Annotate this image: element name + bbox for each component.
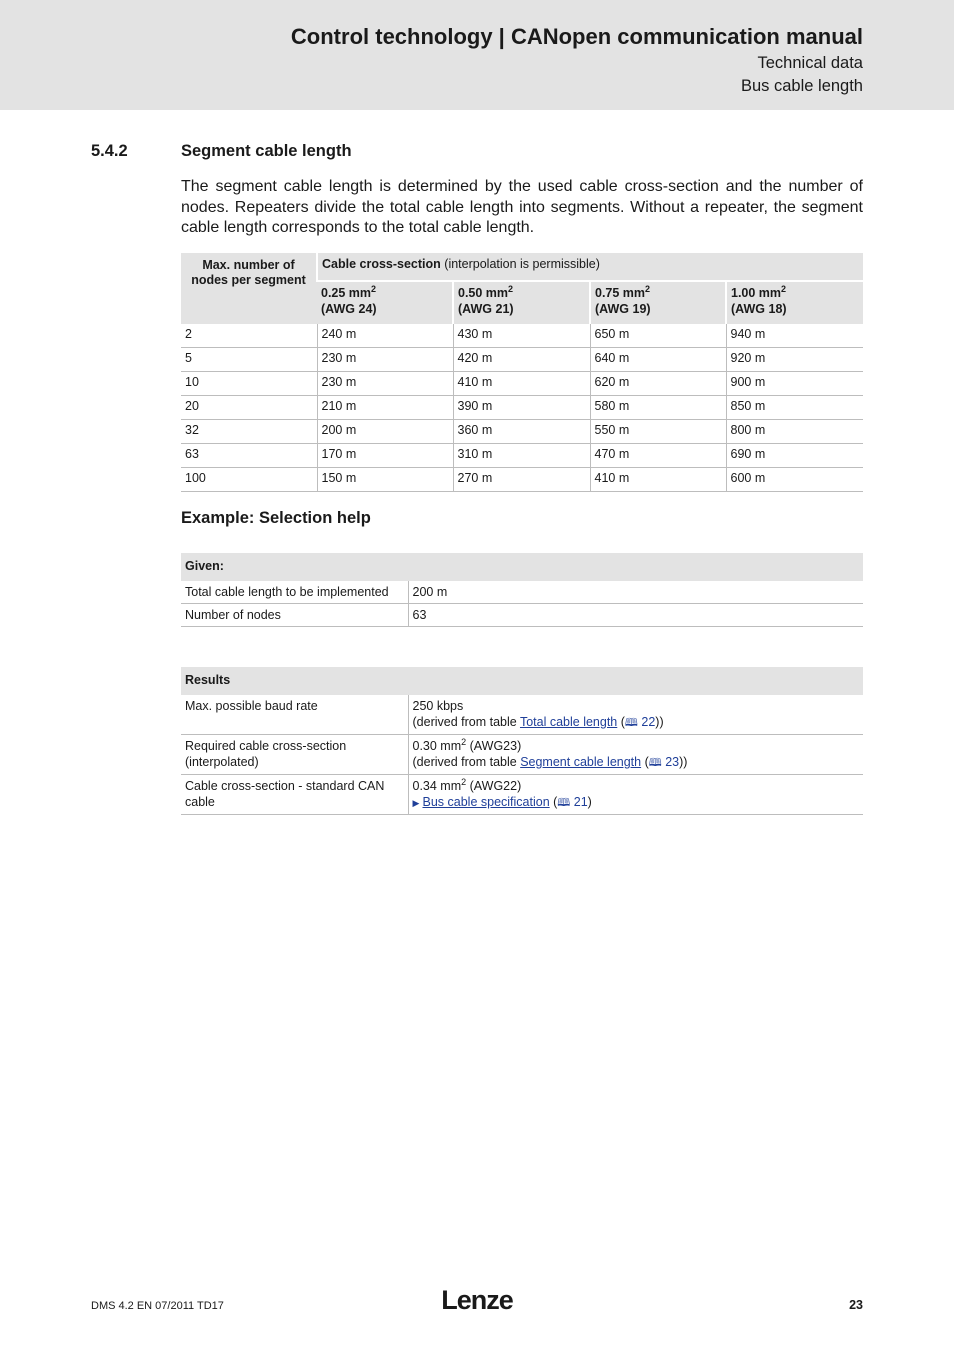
length-cell: 210 m <box>317 396 453 420</box>
example-title: Example: Selection help <box>181 509 371 527</box>
table-row <box>181 324 863 348</box>
given-label: Number of nodes <box>181 604 408 627</box>
cross-section-header-bold: Cable cross-section <box>322 257 441 271</box>
length-cell: 920 m <box>726 348 863 372</box>
derived-note: (derived from table <box>412 715 520 729</box>
table-row <box>181 581 863 604</box>
nodes-cell: 100 <box>181 468 317 492</box>
nodes-cell: 32 <box>181 420 317 444</box>
awg-label: (AWG 21) <box>458 302 514 316</box>
paren: ( <box>617 715 625 729</box>
length-cell: 410 m <box>453 372 590 396</box>
nodes-header: Max. number of nodes per segment <box>181 253 317 324</box>
given-header: Given: <box>181 553 863 581</box>
length-cell: 800 m <box>726 420 863 444</box>
section-title: Segment cable length <box>181 142 352 160</box>
book-icon: 🕮 <box>557 797 571 809</box>
triangle-right-icon: ▶ <box>412 798 420 808</box>
size-label: 1.00 mm <box>731 286 782 300</box>
cross-section-column-header <box>726 281 863 324</box>
page-ref-link[interactable]: 21 <box>570 795 588 809</box>
length-cell: 310 m <box>453 444 590 468</box>
page-number: 23 <box>849 1298 863 1312</box>
awg-label: (AWG 19) <box>595 302 651 316</box>
length-cell: 580 m <box>590 396 726 420</box>
paren: )) <box>679 755 688 769</box>
segment-cable-length-link[interactable]: Segment cable length <box>520 755 642 769</box>
table-row <box>181 348 863 372</box>
results-header: Results <box>181 667 863 695</box>
document-id: DMS 4.2 EN 07/2011 TD17 <box>91 1300 224 1312</box>
cross-section-column-header <box>453 281 590 324</box>
result-value <box>408 735 863 775</box>
manual-title: Control technology | CANopen communication manual <box>290 24 863 49</box>
result-value <box>408 775 863 815</box>
cross-section-column-header <box>590 281 726 324</box>
standard-cross-section-value: 0.34 mm <box>412 779 462 793</box>
paren: ( <box>641 755 649 769</box>
superscript: 2 <box>461 776 467 787</box>
table-row <box>181 444 863 468</box>
paren: ) <box>587 795 592 809</box>
length-cell: 390 m <box>453 396 590 420</box>
length-cell: 410 m <box>590 468 726 492</box>
table-row <box>181 735 863 775</box>
intro-paragraph: The segment cable length is determined by the used cable cross-section and the number of nodes. Repeaters divide the total cable length into segments. Without a repeater, the segment cable length corresponds to the total cable length. <box>181 178 863 237</box>
length-cell: 900 m <box>726 372 863 396</box>
length-cell: 650 m <box>590 324 726 348</box>
awg-value: (AWG22) <box>466 779 522 793</box>
nodes-cell: 63 <box>181 444 317 468</box>
result-value <box>408 695 863 735</box>
results-table <box>181 667 863 815</box>
nodes-cell: 2 <box>181 324 317 348</box>
length-cell: 230 m <box>317 372 453 396</box>
cross-section-header-note: (interpolation is permissible) <box>444 257 600 271</box>
awg-label: (AWG 24) <box>321 302 377 316</box>
cross-section-header <box>317 253 863 281</box>
cross-section-value: 0.30 mm <box>412 739 462 753</box>
table-row <box>181 372 863 396</box>
baud-rate-value: 250 kbps <box>412 699 464 713</box>
chapter-title: Technical data <box>757 54 863 72</box>
lenze-logo <box>436 1283 518 1317</box>
given-table <box>181 553 863 627</box>
nodes-cell: 10 <box>181 372 317 396</box>
superscript: 2 <box>508 283 514 294</box>
superscript: 2 <box>461 736 467 747</box>
length-cell: 240 m <box>317 324 453 348</box>
size-label: 0.25 mm <box>321 286 372 300</box>
table-row <box>181 420 863 444</box>
length-cell: 270 m <box>453 468 590 492</box>
length-cell: 170 m <box>317 444 453 468</box>
paren: )) <box>655 715 664 729</box>
result-label: Cable cross-section - standard CAN cable <box>181 775 408 815</box>
length-cell: 850 m <box>726 396 863 420</box>
logo-text: Lenze <box>441 1285 513 1315</box>
superscript: 2 <box>781 283 787 294</box>
book-icon: 🕮 <box>624 717 638 729</box>
section-number: 5.4.2 <box>91 142 128 160</box>
length-cell: 940 m <box>726 324 863 348</box>
derived-note: (derived from table <box>412 755 521 769</box>
length-cell: 470 m <box>590 444 726 468</box>
page-header <box>0 0 954 110</box>
given-value: 200 m <box>408 581 863 604</box>
table-row <box>181 396 863 420</box>
result-label: Max. possible baud rate <box>181 695 408 735</box>
cross-section-column-header <box>317 281 453 324</box>
table-row <box>181 695 863 735</box>
length-cell: 620 m <box>590 372 726 396</box>
superscript: 2 <box>371 283 377 294</box>
table-row <box>181 604 863 627</box>
table-row <box>181 775 863 815</box>
total-cable-length-link[interactable]: Total cable length <box>519 715 618 729</box>
segment-cable-length-table <box>181 253 863 492</box>
length-cell: 690 m <box>726 444 863 468</box>
length-cell: 150 m <box>317 468 453 492</box>
table-row <box>181 468 863 492</box>
length-cell: 230 m <box>317 348 453 372</box>
paren: ( <box>549 795 558 809</box>
nodes-cell: 20 <box>181 396 317 420</box>
superscript: 2 <box>645 283 651 294</box>
given-label: Total cable length to be implemented <box>181 581 408 604</box>
book-icon: 🕮 <box>648 757 662 769</box>
length-cell: 430 m <box>453 324 590 348</box>
length-cell: 360 m <box>453 420 590 444</box>
given-value: 63 <box>408 604 863 627</box>
length-cell: 420 m <box>453 348 590 372</box>
length-cell: 600 m <box>726 468 863 492</box>
size-label: 0.50 mm <box>458 286 509 300</box>
subchapter-title: Bus cable length <box>740 77 863 95</box>
awg-value: (AWG23) <box>466 739 522 753</box>
length-cell: 640 m <box>590 348 726 372</box>
nodes-cell: 5 <box>181 348 317 372</box>
result-label: Required cable cross-section (interpolated) <box>181 735 408 775</box>
page-ref-link[interactable]: 23 <box>661 755 680 769</box>
bus-cable-specification-link[interactable]: Bus cable specification <box>422 795 550 809</box>
awg-label: (AWG 18) <box>731 302 787 316</box>
page-ref-link[interactable]: 22 <box>637 715 656 729</box>
length-cell: 200 m <box>317 420 453 444</box>
length-cell: 550 m <box>590 420 726 444</box>
size-label: 0.75 mm <box>595 286 646 300</box>
